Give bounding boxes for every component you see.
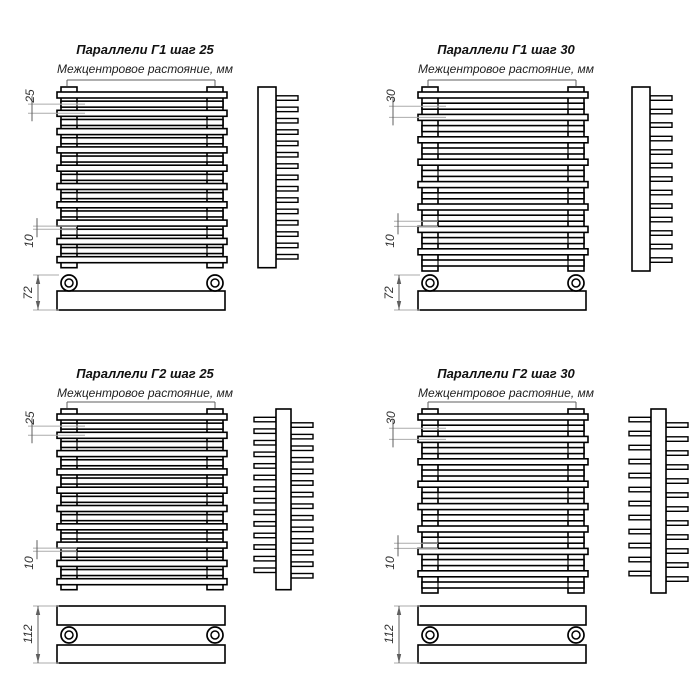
quadrant-subtitle: Межцентровое растояние, мм [57,386,233,400]
dim-gap-label: 10 [22,556,36,570]
dim-gap-label: 10 [383,556,397,570]
dim-step-label: 30 [384,89,398,103]
dim-depth-label: 72 [21,286,35,300]
side-view [258,87,298,268]
dim-depth-label: 72 [382,286,396,300]
dim-gap-label: 10 [22,234,36,248]
quadrant-G2-30 [389,402,688,663]
quadrant-subtitle: Межцентровое растояние, мм [57,62,233,76]
dim-step-label: 25 [23,89,37,103]
dim-gap-label: 10 [383,234,397,248]
side-view [629,409,688,593]
bottom-view [33,275,225,310]
bottom-view [394,275,586,310]
quadrant-title: Параллели Г1 шаг 30 [437,42,575,57]
quadrant-subtitle: Межцентровое растояние, мм [418,386,594,400]
dim-depth-label: 112 [382,624,396,644]
quadrant-title: Параллели Г2 шаг 25 [76,366,214,381]
dim-step-label: 25 [23,411,37,425]
dim-center-distance [67,402,215,408]
side-view [632,87,672,271]
quadrant-G1-30 [389,80,672,310]
quadrant-title: Параллели Г1 шаг 25 [76,42,214,57]
side-view [254,409,313,590]
quadrant-title: Параллели Г2 шаг 30 [437,366,575,381]
front-view [57,409,227,590]
bottom-view [394,606,586,663]
dim-center-distance [67,80,215,86]
dim-depth-label: 112 [21,624,35,644]
dim-step-label: 30 [384,411,398,425]
quadrant-subtitle: Межцентровое растояние, мм [418,62,594,76]
front-view [418,409,588,593]
front-view [57,87,227,268]
quadrant-G2-25 [28,402,313,663]
front-view [418,87,588,271]
dim-center-distance [428,80,576,86]
quadrant-G1-25 [28,80,298,310]
dim-center-distance [428,402,576,408]
bottom-view [33,606,225,663]
